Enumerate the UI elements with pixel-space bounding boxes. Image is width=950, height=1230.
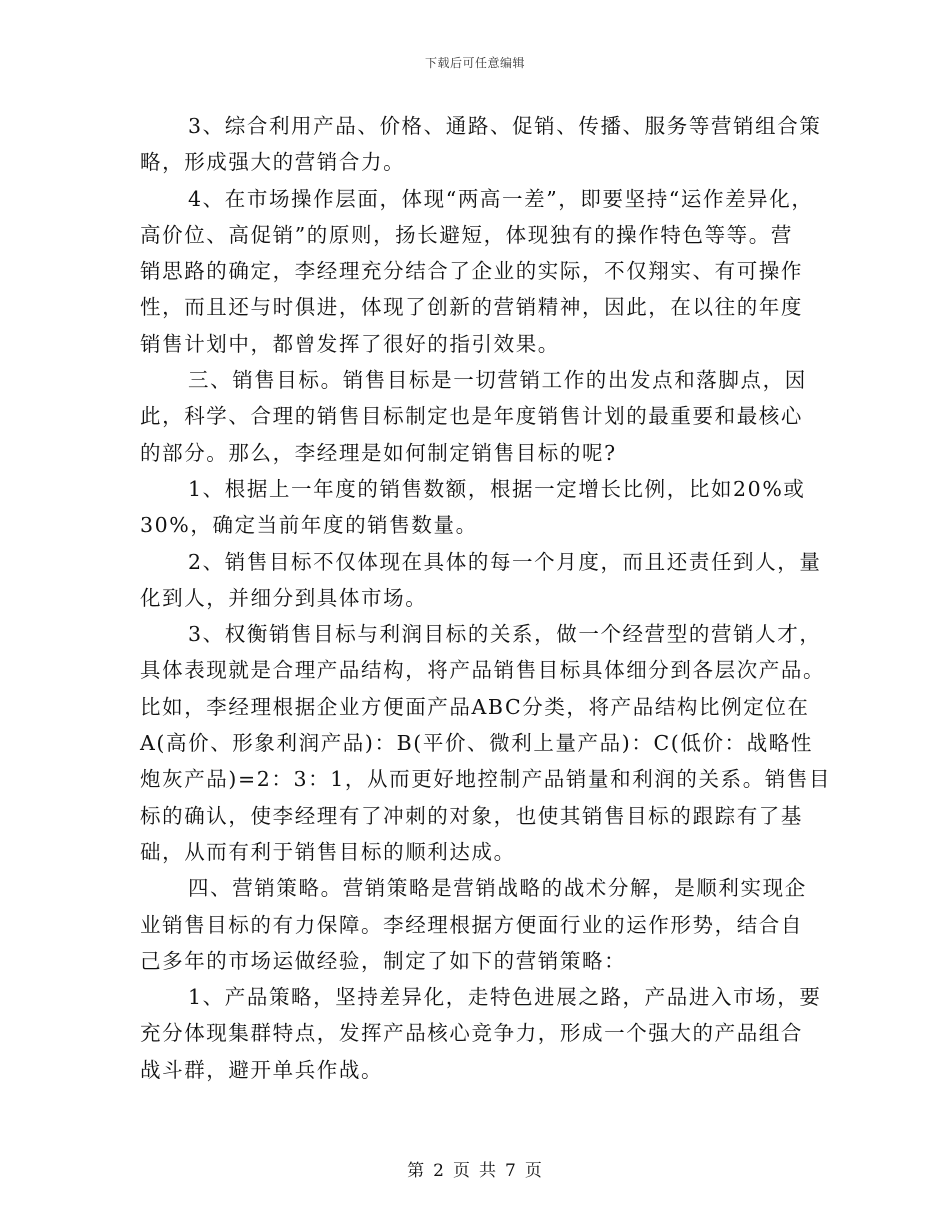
paragraph-line: 30%，确定当前年度的销售数量。 [140, 513, 478, 538]
paragraph-line: 炮灰产品)=2：3：1，从而更好地控制产品销量和利润的关系。销售目 [140, 767, 832, 792]
footer-total-prefix: 共 [479, 1161, 497, 1181]
paragraph-line: 销思路的确定，李经理充分结合了企业的实际，不仅翔实、有可操作 [140, 259, 803, 284]
paragraph-line: 略，形成强大的营销合力。 [140, 150, 406, 175]
paragraph-line: 1、根据上一年度的销售数额，根据一定增长比例，比如20%或 [188, 476, 806, 501]
paragraph-line: 己多年的市场运做经验，制定了如下的营销策略： [140, 948, 627, 973]
page-header-note: 下载后可任意编辑 [424, 56, 525, 70]
paragraph-line: 此，科学、合理的销售目标制定也是年度销售计划的最重要和最核心 [140, 404, 803, 429]
footer-total-unit: 页 [524, 1161, 543, 1181]
footer-prefix: 第 [407, 1161, 426, 1181]
paragraph-line: 四、营销策略。营销策略是营销战略的战术分解，是顺利实现企 [188, 876, 807, 901]
page-number-footer [0, 1156, 950, 1181]
paragraph-line: 4、在市场操作层面，体现“两高一差”，即要坚持“运作差异化， [188, 186, 814, 211]
paragraph-line: A(高价、形象利润产品)：B(平价、微利上量产品)：C(低价：战略性 [140, 731, 813, 756]
document-body [140, 108, 832, 1088]
paragraph-line: 高价位、高促销”的原则，扬长避短，体现独有的操作特色等等。营 [140, 222, 793, 247]
paragraph-line: 标的确认，使李经理有了冲刺的对象，也使其销售目标的跟踪有了基 [140, 803, 803, 828]
paragraph-line: 三、销售目标。销售目标是一切营销工作的出发点和落脚点，因 [188, 368, 807, 393]
paragraph-line: 3、权衡销售目标与利润目标的关系，做一个经营型的营销人才， [188, 622, 822, 647]
paragraph-line: 业销售目标的有力保障。李经理根据方便面行业的运作形势，结合自 [140, 912, 803, 937]
paragraph-line: 销售计划中，都曾发挥了很好的指引效果。 [140, 331, 560, 356]
footer-total-pages: 7 [505, 1161, 517, 1181]
paragraph-line: 化到人，并细分到具体市场。 [140, 585, 428, 610]
paragraph-line: 具体表现就是合理产品结构，将产品销售目标具体细分到各层次产品。 [140, 658, 826, 683]
paragraph-line: 性，而且还与时俱进，体现了创新的营销精神，因此，在以往的年度 [140, 295, 803, 320]
paragraph-line: 战斗群，避开单兵作战。 [140, 1057, 384, 1082]
paragraph-line: 3、综合利用产品、价格、通路、促销、传播、服务等营销组合策 [188, 114, 822, 138]
footer-page-number: 2 [433, 1161, 445, 1181]
paragraph-line: 2、销售目标不仅体现在具体的每一个月度，而且还责任到人，量 [188, 549, 822, 574]
footer-page-unit: 页 [453, 1161, 471, 1181]
paragraph-line: 比如，李经理根据企业方便面产品ABC分类，将产品结构比例定位在 [140, 694, 810, 719]
paragraph-line: 充分体现集群特点，发挥产品核心竞争力，形成一个强大的产品组合 [140, 1021, 803, 1046]
paragraph-line: 的部分。那么，李经理是如何制定销售目标的呢? [140, 440, 617, 465]
paragraph-line: 础，从而有利于销售目标的顺利达成。 [140, 839, 516, 864]
paragraph-line: 1、产品策略，坚持差异化，走特色进展之路，产品进入市场，要 [188, 985, 822, 1010]
